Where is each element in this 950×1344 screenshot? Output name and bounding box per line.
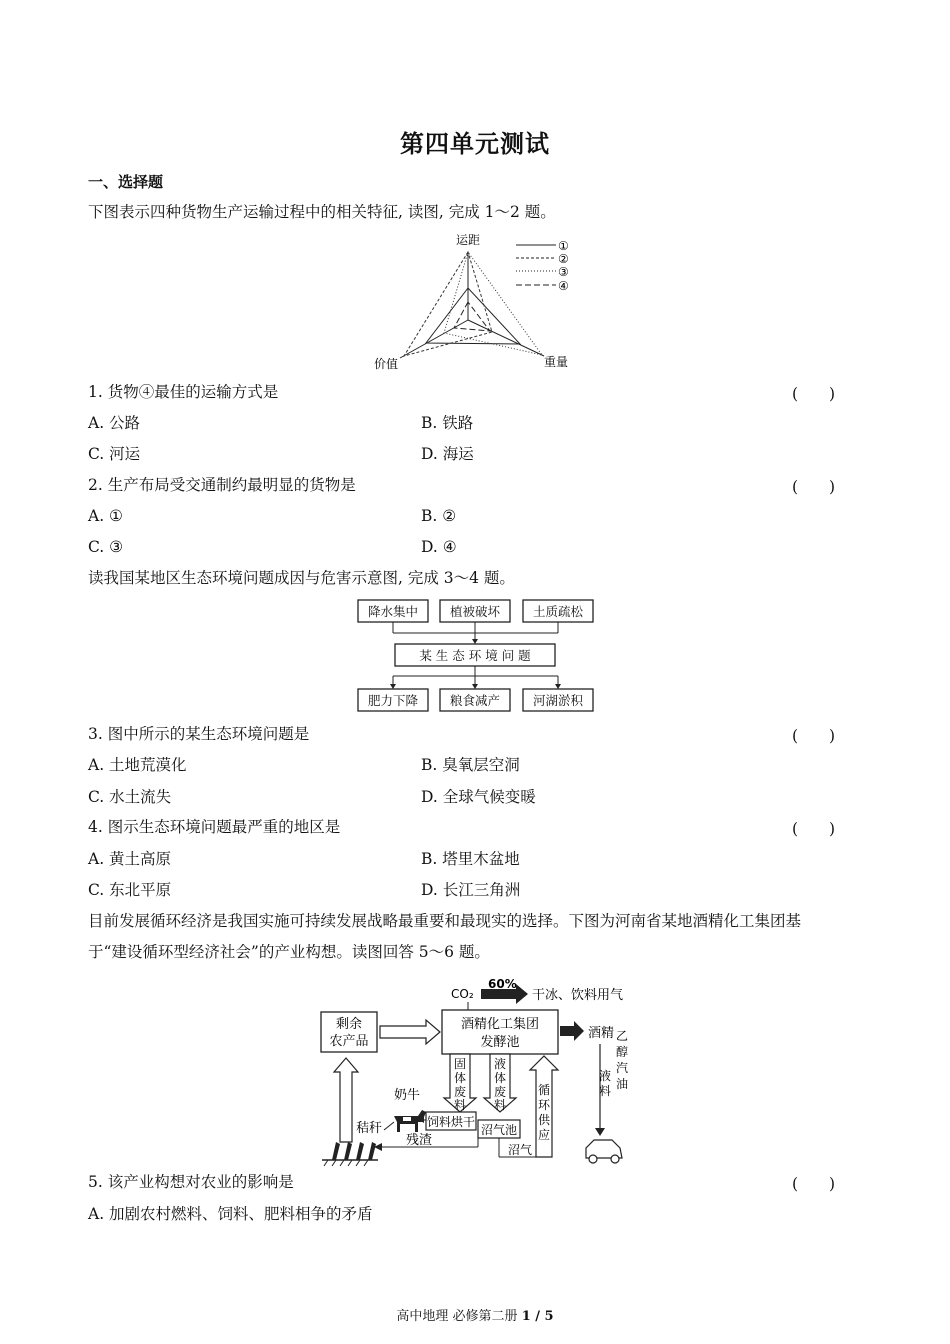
series-3	[444, 252, 542, 355]
farm-product-line1: 剩余	[335, 1017, 363, 1032]
question-3: 3. 图中所示的某生态环境问题是	[88, 725, 310, 743]
q1-option-c: C. 河运	[88, 445, 141, 463]
intro-q3-4: 读我国某地区生态环境问题成因与危害示意图, 完成 3～4 题。	[88, 569, 515, 587]
q3-option-a: A. 土地荒漠化	[88, 756, 187, 774]
answer-paren-5: ( )	[792, 1175, 836, 1193]
cause-vegetation: 植被破坏	[449, 604, 501, 619]
effect-grain: 粮食减产	[449, 693, 501, 708]
question-5: 5. 该产业构想对农业的影响是	[88, 1173, 294, 1191]
cause-soil: 土质疏松	[532, 604, 584, 619]
q2-option-d: D. ④	[421, 538, 457, 556]
axis-weight	[468, 320, 544, 356]
alcohol-label: 酒精	[588, 1026, 615, 1041]
biogas-label: 沼气	[508, 1143, 533, 1157]
answer-paren-1: ( )	[792, 385, 836, 403]
solid-1: 固	[453, 1057, 467, 1071]
section-heading: 一、选择题	[88, 173, 164, 191]
cause-effect-diagram	[350, 596, 600, 716]
footer-total: 5	[544, 1309, 554, 1324]
q1-option-a: A. 公路	[88, 414, 141, 432]
ethanol-2: 醇	[615, 1045, 629, 1059]
intro-q5-6-line1: 目前发展循环经济是我国实施可持续发展战略最重要和最现实的选择。下图为河南省某地酒精化工集团基	[88, 912, 802, 930]
ethanol-4: 油	[615, 1077, 629, 1091]
liquid-4: 料	[493, 1098, 507, 1112]
legend-4: ④	[558, 279, 569, 293]
footer-separator: /	[530, 1309, 545, 1324]
solid-2: 体	[453, 1071, 467, 1085]
question-2: 2. 生产布局受交通制约最明显的货物是	[88, 476, 356, 494]
footer-page: 1	[521, 1309, 531, 1324]
q2-option-b: B. ②	[421, 507, 457, 525]
cow-label: 奶牛	[394, 1088, 421, 1103]
car-icon	[586, 1140, 622, 1163]
straw-label: 秸秆	[356, 1121, 383, 1136]
intro-q5-6-line2: 于“建设循环型经济社会”的产业构想。读图回答 5～6 题。	[88, 943, 490, 961]
axis-label-weight: 重量	[543, 355, 569, 369]
solid-3: 废	[453, 1085, 467, 1099]
answer-paren-3: ( )	[792, 727, 836, 745]
cause-rainfall: 降水集中	[367, 604, 419, 619]
recycle-3: 供	[537, 1113, 551, 1127]
axis-label-value: 价值	[373, 357, 399, 371]
liquid-2: 体	[493, 1071, 507, 1085]
liquid-1: 液	[493, 1057, 507, 1071]
axis-value	[400, 320, 468, 358]
recycle-4: 应	[537, 1128, 551, 1142]
recycle-1: 循	[537, 1083, 551, 1097]
q3-option-d: D. 全球气候变暖	[421, 788, 536, 806]
feed-drying-label: 饲料烘干	[426, 1115, 476, 1129]
biogas-pool-label: 沼气池	[480, 1123, 518, 1137]
farm-product-line2: 农产品	[329, 1034, 369, 1049]
q5-option-a: A. 加剧农村燃料、饲料、肥料相争的矛盾	[88, 1205, 373, 1223]
legend-3: ③	[558, 265, 569, 279]
legend-2: ②	[558, 252, 569, 266]
q1-option-d: D. 海运	[421, 445, 474, 463]
page-footer	[0, 1305, 950, 1324]
center-problem: 某 生 态 环 境 问 题	[419, 648, 531, 663]
question-1: 1. 货物④最佳的运输方式是	[88, 383, 279, 401]
q4-option-b: B. 塔里木盆地	[421, 850, 520, 868]
dry-ice-label: 干冰、饮料用气	[532, 988, 624, 1003]
axis-label-distance: 运距	[455, 233, 481, 247]
q4-option-d: D. 长江三角洲	[421, 881, 521, 899]
crop-field-icon	[322, 1142, 378, 1166]
effect-fertility: 肥力下降	[367, 693, 419, 708]
liquid-3: 废	[493, 1085, 507, 1099]
radar-legend	[516, 245, 556, 285]
plant-line2: 发酵池	[480, 1035, 520, 1050]
intro-q1-2: 下图表示四种货物生产运输过程中的相关特征, 读图, 完成 1～2 题。	[88, 203, 556, 221]
q1-option-b: B. 铁路	[421, 414, 474, 432]
page-title: 第四单元测试	[400, 130, 550, 158]
legend-1: ①	[558, 239, 569, 253]
percent-label: 60%	[488, 977, 517, 991]
question-4: 4. 图示生态环境问题最严重的地区是	[88, 818, 341, 836]
radar-figure	[360, 230, 600, 372]
residue-label: 残渣	[406, 1133, 433, 1148]
q2-option-a: A. ①	[88, 507, 123, 525]
co2-label: CO₂	[451, 987, 474, 1001]
footer-book: 高中地理 必修第二册	[396, 1309, 518, 1324]
solid-4: 料	[453, 1098, 467, 1112]
liquid-fuel-1: 液	[598, 1069, 612, 1083]
ethanol-1: 乙	[615, 1029, 629, 1043]
q3-option-b: B. 臭氧层空洞	[421, 756, 520, 774]
effect-silting: 河湖淤积	[532, 693, 584, 708]
circular-economy-diagram	[318, 972, 636, 1167]
q2-option-c: C. ③	[88, 538, 124, 556]
q4-option-c: C. 东北平原	[88, 881, 172, 899]
answer-paren-2: ( )	[792, 478, 836, 496]
liquid-fuel-2: 料	[598, 1084, 612, 1098]
answer-paren-4: ( )	[792, 820, 836, 838]
q3-option-c: C. 水土流失	[88, 788, 172, 806]
q4-option-a: A. 黄土高原	[88, 850, 172, 868]
plant-line1: 酒精化工集团	[460, 1017, 540, 1032]
recycle-2: 环	[537, 1098, 551, 1112]
ethanol-3: 汽	[615, 1061, 629, 1075]
